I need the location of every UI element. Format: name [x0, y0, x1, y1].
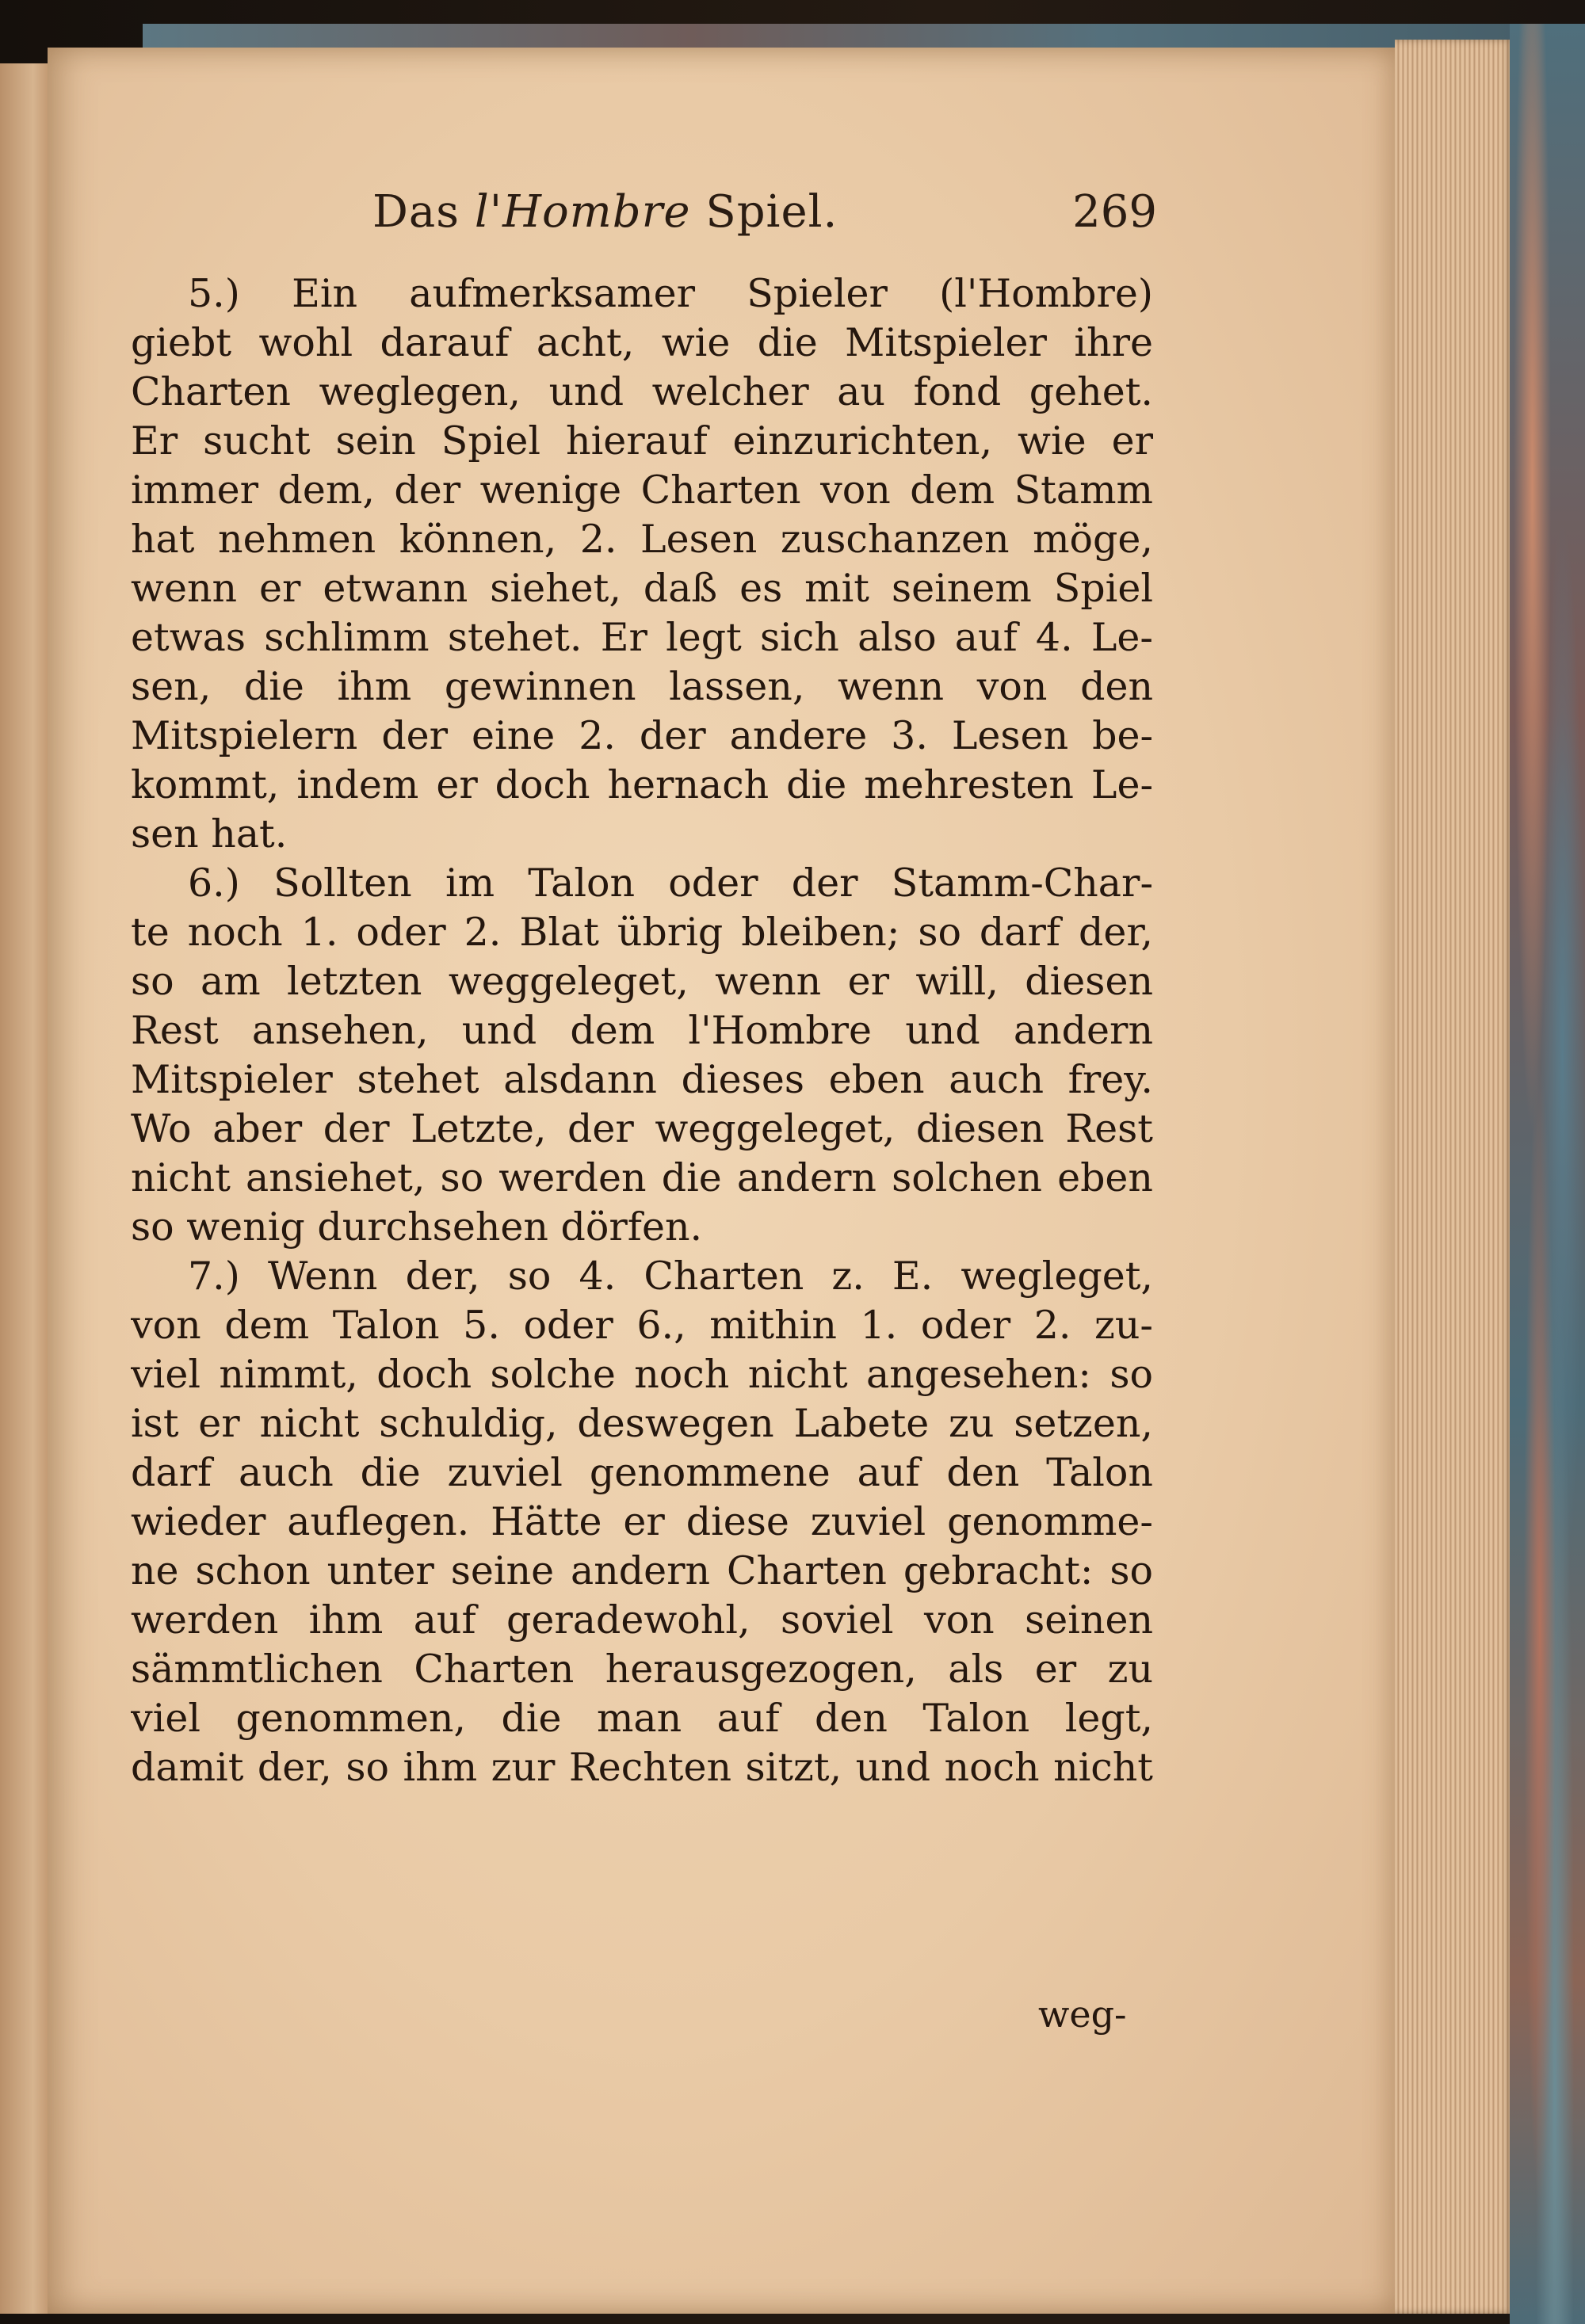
body-text [131, 269, 1153, 1792]
running-title-prefix: Das [372, 186, 475, 238]
text-line: von dem Talon 5. oder 6., mithin 1. oder 2. zu- [131, 1303, 1153, 1348]
text-line: wieder auflegen. Hätte er diese zuviel genomme- [131, 1499, 1153, 1544]
text-line: so wenig durchsehen dörfen. [131, 1204, 703, 1250]
text-line: 6.) Sollten im Talon oder der Stamm-Char- [188, 861, 1153, 906]
text-line: hat nehmen können, 2. Lesen zuschanzen möge, [131, 517, 1153, 562]
text-line: nicht ansiehet, so werden die andern solchen eben [131, 1155, 1153, 1200]
text-line: Er sucht sein Spiel hierauf einzurichten, wie er [131, 418, 1153, 464]
text-line: sen, die ihm gewinnen lassen, wenn von den [131, 664, 1153, 709]
text-line: Charten weglegen, und welcher au fond gehet. [131, 369, 1153, 414]
text-line: ist er nicht schuldig, deswegen Labete zu setzen, [131, 1401, 1153, 1446]
text-line: etwas schlimm stehet. Er legt sich also auf 4. Le- [131, 615, 1153, 660]
text-line: immer dem, der wenige Charten von dem Stamm [131, 467, 1153, 513]
text-line: damit der, so ihm zur Rechten sitzt, und noch nicht [131, 1745, 1153, 1790]
text-line: te noch 1. oder 2. Blat übrig bleiben; so darf der, [131, 910, 1153, 955]
text-line: sämmtlichen Charten herausgezogen, als er zu [131, 1647, 1153, 1692]
text-line: viel nimmt, doch solche noch nicht angesehen: so [131, 1352, 1153, 1397]
text-line: 7.) Wenn der, so 4. Charten z. E. wegleget, [188, 1254, 1153, 1299]
text-line: 5.) Ein aufmerksamer Spieler (l'Hombre) [188, 271, 1153, 316]
text-line: Rest ansehen, und dem l'Hombre und andern [131, 1008, 1153, 1053]
text-line: viel genommen, die man auf den Talon legt, [131, 1696, 1153, 1741]
page-number: 269 [1072, 186, 1157, 238]
running-title-suffix: Spiel. [690, 186, 838, 238]
text-line: wenn er etwann siehet, daß es mit seinem Spiel [131, 566, 1153, 611]
running-head [372, 178, 1157, 250]
catchword: weg- [1038, 1993, 1127, 2036]
text-line: giebt wohl darauf acht, wie die Mitspieler ihre [131, 320, 1153, 365]
text-line: Mitspielern der eine 2. der andere 3. Lesen be- [131, 713, 1153, 758]
running-title-italic: l'Hombre [474, 186, 691, 238]
text-line: ne schon unter seine andern Charten gebracht: so [131, 1548, 1153, 1593]
text-line: so am letzten weggeleget, wenn er will, diesen [131, 959, 1153, 1004]
text-line: werden ihm auf geradewohl, soviel von seinen [131, 1597, 1153, 1643]
text-line: sen hat. [131, 811, 288, 857]
text-line: kommt, indem er doch hernach die mehresten Le- [131, 762, 1153, 807]
facing-page-edge [0, 63, 50, 2314]
text-line: darf auch die zuviel genommene auf den Talon [131, 1450, 1153, 1495]
page-block-edges [1395, 40, 1514, 2314]
text-line: Mitspieler stehet alsdann dieses eben auch frey. [131, 1057, 1153, 1102]
running-title [372, 186, 838, 238]
marbled-cover [1510, 24, 1585, 2324]
text-line: Wo aber der Letzte, der weggeleget, diesen Rest [131, 1106, 1153, 1151]
